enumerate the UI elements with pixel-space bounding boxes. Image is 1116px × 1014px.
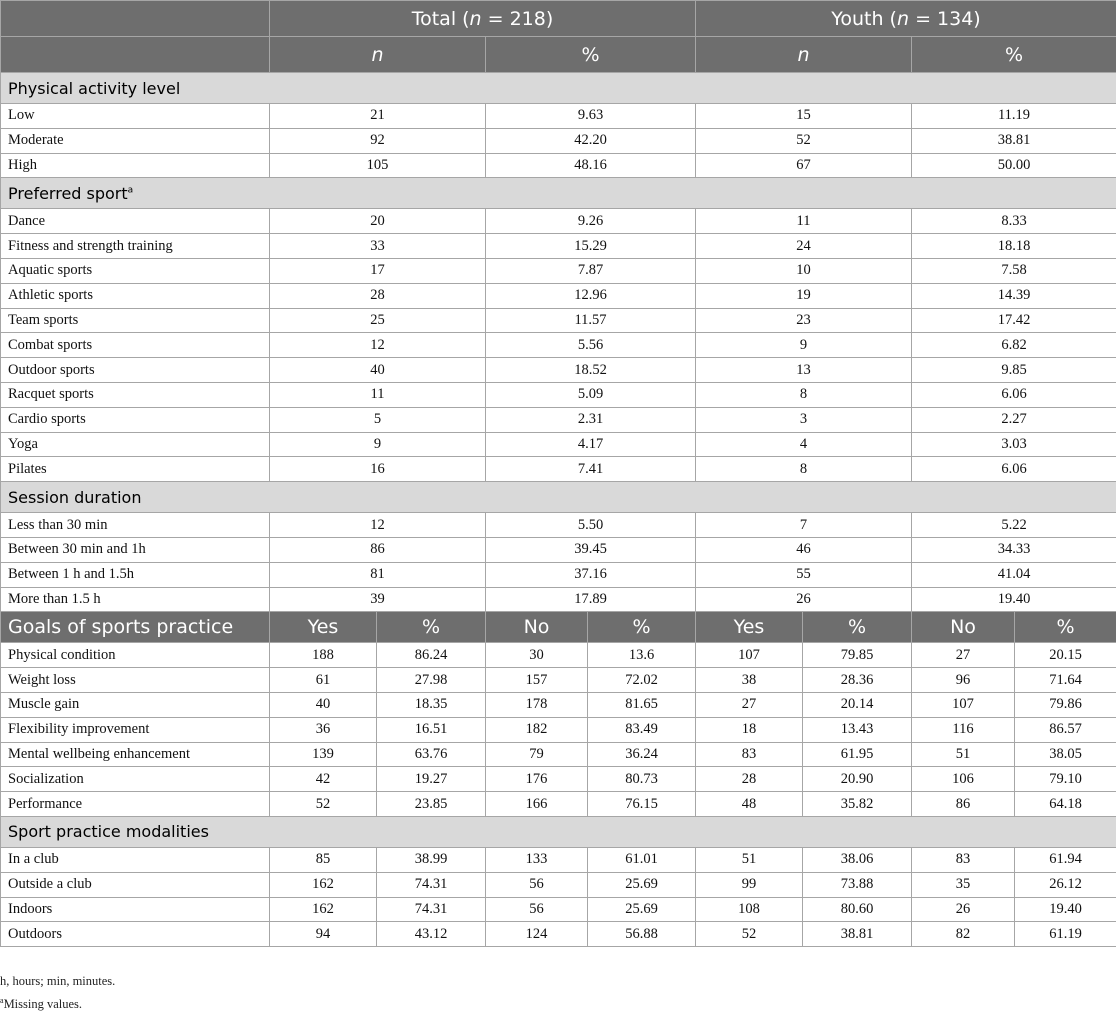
table-cell: 20.15 [1015, 643, 1116, 668]
section-title [1, 816, 1116, 847]
table-cell: 38.81 [912, 128, 1116, 153]
table-cell: 15 [696, 104, 912, 129]
table-cell: 162 [270, 897, 377, 922]
table-cell: 23.85 [377, 792, 486, 817]
table-cell: 27.98 [377, 668, 486, 693]
table-cell: 18.18 [912, 234, 1116, 259]
table-cell: 7.87 [486, 258, 696, 283]
table-cell: 35.82 [803, 792, 912, 817]
table-cell: 51 [696, 847, 803, 872]
table-cell: 5 [270, 407, 486, 432]
table-cell: 3 [696, 407, 912, 432]
table-cell: 56 [486, 872, 588, 897]
row-label: Outdoor sports [1, 358, 270, 383]
table-cell: 39 [270, 587, 486, 612]
table-cell: 178 [486, 692, 588, 717]
row-label: Physical condition [1, 643, 270, 668]
table-cell: 124 [486, 922, 588, 947]
row-label: More than 1.5 h [1, 587, 270, 612]
table-cell: 9 [270, 432, 486, 457]
table-cell: 83.49 [588, 717, 696, 742]
table-cell: 19 [696, 283, 912, 308]
table-cell: 25.69 [588, 872, 696, 897]
table-cell: 38.81 [803, 922, 912, 947]
table-cell: 13.43 [803, 717, 912, 742]
table-cell: 56.88 [588, 922, 696, 947]
table-cell: 61.01 [588, 847, 696, 872]
table-cell: 27 [912, 643, 1015, 668]
table-cell: 4.17 [486, 432, 696, 457]
row-label: Pilates [1, 457, 270, 482]
table-row [1, 457, 1116, 482]
table-cell: 23 [696, 308, 912, 333]
table-cell: 19.27 [377, 767, 486, 792]
table-cell: 55 [696, 562, 912, 587]
table-cell: 38.05 [1015, 742, 1116, 767]
table-cell: 12 [270, 333, 486, 358]
table-cell: 86.24 [377, 643, 486, 668]
row-label: High [1, 153, 270, 178]
table-cell: 5.50 [486, 513, 696, 538]
row-label: Athletic sports [1, 283, 270, 308]
table-cell: 86.57 [1015, 717, 1116, 742]
row-label: Outdoors [1, 922, 270, 947]
table-cell: 81 [270, 562, 486, 587]
table-cell: 28 [696, 767, 803, 792]
footnote-missing: $^a$Missing values. [0, 991, 115, 1014]
table-cell: 41.04 [912, 562, 1116, 587]
table-cell: 8 [696, 457, 912, 482]
row-label: Performance [1, 792, 270, 817]
table-cell: 79.10 [1015, 767, 1116, 792]
row-label: Between 1 h and 1.5h [1, 562, 270, 587]
table-cell: 9.85 [912, 358, 1116, 383]
table-cell: 34.33 [912, 537, 1116, 562]
table-cell: 80.60 [803, 897, 912, 922]
table-cell: 116 [912, 717, 1015, 742]
table-row [1, 513, 1116, 538]
subheader-row [1, 37, 1116, 73]
table-cell: 9 [696, 333, 912, 358]
table-cell: 76.15 [588, 792, 696, 817]
table-cell: 71.64 [1015, 668, 1116, 693]
header-row [1, 1, 1116, 37]
table-cell: 139 [270, 742, 377, 767]
row-label: Flexibility improvement [1, 717, 270, 742]
section-title-text: Session duration [8, 488, 141, 507]
table-cell: 82 [912, 922, 1015, 947]
table-row [1, 692, 1116, 717]
row-label: Yoga [1, 432, 270, 457]
table-cell: 157 [486, 668, 588, 693]
table-cell: 30 [486, 643, 588, 668]
goals-column-header: % [377, 612, 486, 643]
subheader-total-n: n [270, 37, 486, 73]
table-cell: 26 [912, 897, 1015, 922]
table-row [1, 922, 1116, 947]
table-cell: 73.88 [803, 872, 912, 897]
row-label: Combat sports [1, 333, 270, 358]
table-cell: 6.06 [912, 457, 1116, 482]
table-cell: 42 [270, 767, 377, 792]
table-cell: 2.31 [486, 407, 696, 432]
row-label: Indoors [1, 897, 270, 922]
goals-column-header: Yes [270, 612, 377, 643]
table-row [1, 717, 1116, 742]
section-header-row [1, 178, 1116, 209]
table-cell: 5.56 [486, 333, 696, 358]
table-cell: 9.26 [486, 209, 696, 234]
table-cell: 28 [270, 283, 486, 308]
table-cell: 37.16 [486, 562, 696, 587]
row-label: Fitness and strength training [1, 234, 270, 259]
table-cell: 38 [696, 668, 803, 693]
table-cell: 27 [696, 692, 803, 717]
table-cell: 67 [696, 153, 912, 178]
table-cell: 21 [270, 104, 486, 129]
table-cell: 14.39 [912, 283, 1116, 308]
footnote-abbreviations: h, hours; min, minutes. [0, 972, 115, 991]
table-cell: 13 [696, 358, 912, 383]
section-title-text: Preferred sport [8, 184, 128, 203]
table-cell: 79 [486, 742, 588, 767]
table-cell: 7 [696, 513, 912, 538]
table-cell: 106 [912, 767, 1015, 792]
subheader-blank [1, 37, 270, 73]
table-cell: 72.02 [588, 668, 696, 693]
table-cell: 99 [696, 872, 803, 897]
table-row [1, 153, 1116, 178]
table-cell: 18.52 [486, 358, 696, 383]
table-row [1, 767, 1116, 792]
table-cell: 18 [696, 717, 803, 742]
table-cell: 11 [696, 209, 912, 234]
table-cell: 25 [270, 308, 486, 333]
table-cell: 24 [696, 234, 912, 259]
table-row [1, 537, 1116, 562]
goals-header-row [1, 612, 1116, 643]
table-cell: 48 [696, 792, 803, 817]
table-cell: 83 [696, 742, 803, 767]
table-cell: 28.36 [803, 668, 912, 693]
table-row [1, 847, 1116, 872]
table-row [1, 562, 1116, 587]
table-cell: 13.6 [588, 643, 696, 668]
subheader-youth-n: n [696, 37, 912, 73]
table-row [1, 668, 1116, 693]
goals-column-header: No [912, 612, 1015, 643]
table-cell: 74.31 [377, 872, 486, 897]
table-cell: 40 [270, 358, 486, 383]
table-cell: 19.40 [1015, 897, 1116, 922]
table-cell: 35 [912, 872, 1015, 897]
section-title [1, 73, 1116, 104]
table-row [1, 358, 1116, 383]
table-cell: 182 [486, 717, 588, 742]
section-header-row [1, 482, 1116, 513]
table-row [1, 333, 1116, 358]
header-blank [1, 1, 270, 37]
table-row [1, 258, 1116, 283]
table-row [1, 382, 1116, 407]
row-label: Team sports [1, 308, 270, 333]
table-row [1, 432, 1116, 457]
table-cell: 133 [486, 847, 588, 872]
table-cell: 61 [270, 668, 377, 693]
table-cell: 94 [270, 922, 377, 947]
table-cell: 26.12 [1015, 872, 1116, 897]
table-cell: 64.18 [1015, 792, 1116, 817]
row-label: Dance [1, 209, 270, 234]
row-label: Aquatic sports [1, 258, 270, 283]
section-title-superscript: a [128, 186, 134, 196]
table-cell: 11 [270, 382, 486, 407]
table-row [1, 643, 1116, 668]
goals-title: Goals of sports practice [1, 612, 270, 643]
table-cell: 108 [696, 897, 803, 922]
row-label: Less than 30 min [1, 513, 270, 538]
row-label: Socialization [1, 767, 270, 792]
table-cell: 92 [270, 128, 486, 153]
row-label: Weight loss [1, 668, 270, 693]
table-cell: 83 [912, 847, 1015, 872]
row-label: Cardio sports [1, 407, 270, 432]
table-cell: 16.51 [377, 717, 486, 742]
row-label: Outside a club [1, 872, 270, 897]
table-cell: 52 [696, 128, 912, 153]
table-cell: 12 [270, 513, 486, 538]
table-row [1, 872, 1116, 897]
table-cell: 51 [912, 742, 1015, 767]
table-cell: 8 [696, 382, 912, 407]
table-cell: 8.33 [912, 209, 1116, 234]
row-label: In a club [1, 847, 270, 872]
table-cell: 5.22 [912, 513, 1116, 538]
table-cell: 17 [270, 258, 486, 283]
table-cell: 7.58 [912, 258, 1116, 283]
table-cell: 25.69 [588, 897, 696, 922]
table-cell: 46 [696, 537, 912, 562]
table-cell: 7.41 [486, 457, 696, 482]
table-cell: 61.95 [803, 742, 912, 767]
table-cell: 85 [270, 847, 377, 872]
table-cell: 12.96 [486, 283, 696, 308]
table-cell: 86 [912, 792, 1015, 817]
table-cell: 80.73 [588, 767, 696, 792]
table-cell: 43.12 [377, 922, 486, 947]
table-row [1, 407, 1116, 432]
table-cell: 3.03 [912, 432, 1116, 457]
section-title-text: Sport practice modalities [8, 822, 209, 841]
table-row [1, 792, 1116, 817]
table-cell: 16 [270, 457, 486, 482]
table-cell: 61.19 [1015, 922, 1116, 947]
row-label: Racquet sports [1, 382, 270, 407]
goals-column-header: Yes [696, 612, 803, 643]
table-cell: 107 [912, 692, 1015, 717]
section-title [1, 178, 1116, 209]
table-cell: 2.27 [912, 407, 1116, 432]
table-cell: 18.35 [377, 692, 486, 717]
table-cell: 20.14 [803, 692, 912, 717]
table-row [1, 128, 1116, 153]
row-label: Moderate [1, 128, 270, 153]
table-cell: 36.24 [588, 742, 696, 767]
table-cell: 188 [270, 643, 377, 668]
table-cell: 61.94 [1015, 847, 1116, 872]
goals-column-header: % [588, 612, 696, 643]
table-row [1, 104, 1116, 129]
table-cell: 48.16 [486, 153, 696, 178]
table-cell: 166 [486, 792, 588, 817]
table-cell: 40 [270, 692, 377, 717]
table-cell: 9.63 [486, 104, 696, 129]
table-cell: 42.20 [486, 128, 696, 153]
table-cell: 20.90 [803, 767, 912, 792]
header-total: Total (n = 218) [270, 1, 696, 37]
header-youth: Youth (n = 134) [696, 1, 1116, 37]
table-cell: 39.45 [486, 537, 696, 562]
section-header-row [1, 816, 1116, 847]
section-header-row [1, 73, 1116, 104]
table-cell: 81.65 [588, 692, 696, 717]
table-row [1, 742, 1116, 767]
table-row [1, 209, 1116, 234]
table-row [1, 308, 1116, 333]
table-cell: 36 [270, 717, 377, 742]
table-cell: 96 [912, 668, 1015, 693]
subheader-youth-pct: % [912, 37, 1116, 73]
table-cell: 11.57 [486, 308, 696, 333]
table-row [1, 897, 1116, 922]
section-title [1, 482, 1116, 513]
goals-column-header: % [803, 612, 912, 643]
goals-column-header: No [486, 612, 588, 643]
table-cell: 74.31 [377, 897, 486, 922]
table-cell: 33 [270, 234, 486, 259]
table-cell: 56 [486, 897, 588, 922]
table-cell: 6.06 [912, 382, 1116, 407]
table-cell: 20 [270, 209, 486, 234]
table-cell: 5.09 [486, 382, 696, 407]
section-title-text: Physical activity level [8, 79, 180, 98]
table-cell: 86 [270, 537, 486, 562]
table-cell: 52 [270, 792, 377, 817]
table-cell: 17.42 [912, 308, 1116, 333]
row-label: Low [1, 104, 270, 129]
table-cell: 176 [486, 767, 588, 792]
subheader-total-pct: % [486, 37, 696, 73]
table-cell: 38.06 [803, 847, 912, 872]
table-cell: 50.00 [912, 153, 1116, 178]
table-cell: 6.82 [912, 333, 1116, 358]
table-cell: 10 [696, 258, 912, 283]
table-cell: 79.85 [803, 643, 912, 668]
table-cell: 15.29 [486, 234, 696, 259]
table-cell: 162 [270, 872, 377, 897]
table-cell: 26 [696, 587, 912, 612]
table-cell: 52 [696, 922, 803, 947]
table-cell: 4 [696, 432, 912, 457]
table-row [1, 234, 1116, 259]
table-cell: 17.89 [486, 587, 696, 612]
table-cell: 63.76 [377, 742, 486, 767]
table-cell: 38.99 [377, 847, 486, 872]
table-row [1, 587, 1116, 612]
table-cell: 19.40 [912, 587, 1116, 612]
table-footnotes [0, 972, 115, 1014]
table-row [1, 283, 1116, 308]
table-cell: 105 [270, 153, 486, 178]
table-cell: 11.19 [912, 104, 1116, 129]
row-label: Muscle gain [1, 692, 270, 717]
goals-column-header: % [1015, 612, 1116, 643]
row-label: Mental wellbeing enhancement [1, 742, 270, 767]
table-cell: 107 [696, 643, 803, 668]
row-label: Between 30 min and 1h [1, 537, 270, 562]
table-cell: 79.86 [1015, 692, 1116, 717]
